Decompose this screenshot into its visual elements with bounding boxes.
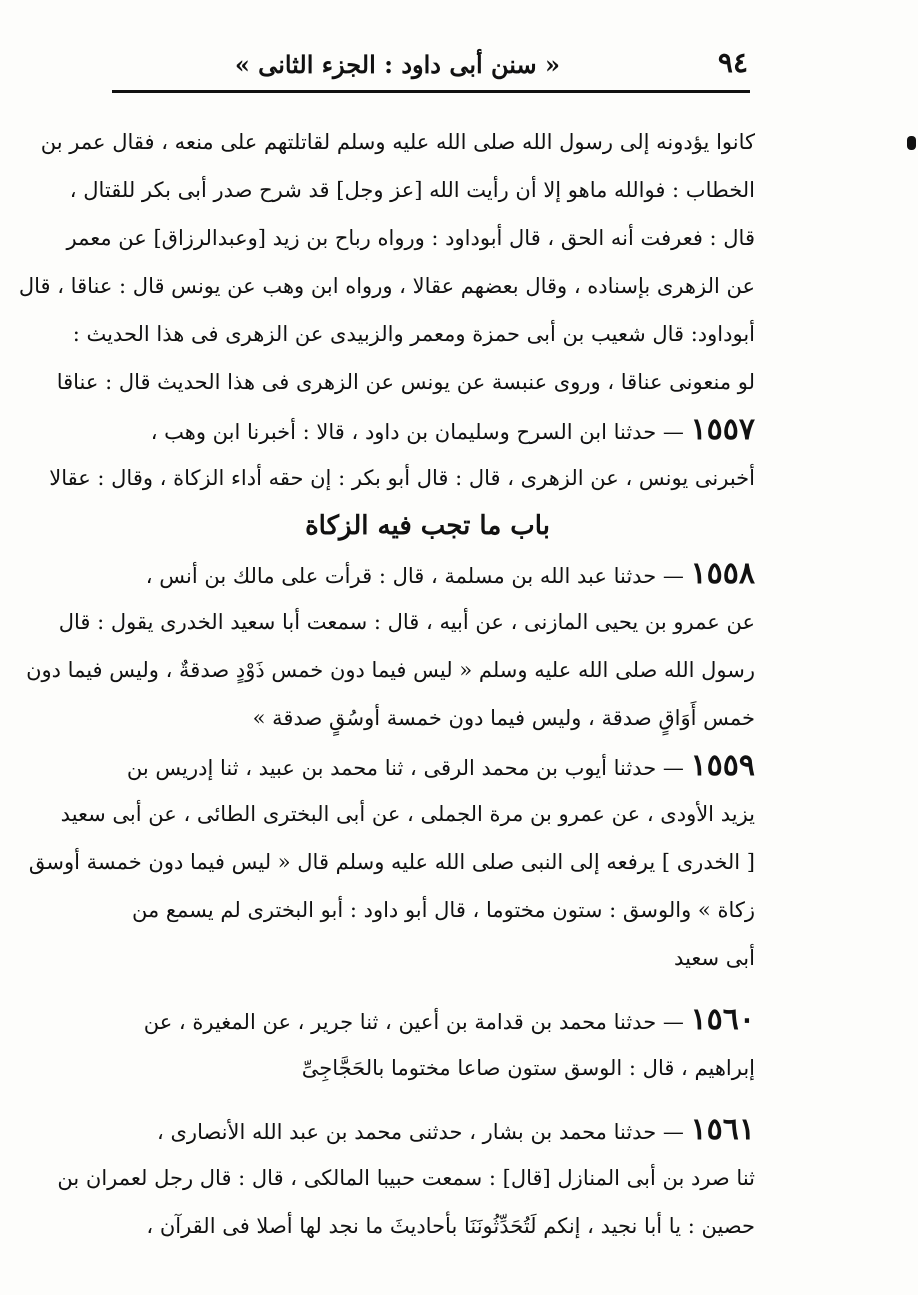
text-line: — حدثنا أيوب بن محمد الرقى ، ثنا محمد بن عبيد ، ثنا إدريس بن xyxy=(126,756,684,780)
margin-ink-mark xyxy=(907,136,916,150)
text-line: يزيد الأودى ، عن عمرو بن مرة الجملى ، عن أبى البخترى الطائى ، عن أبى سعيد xyxy=(60,802,755,826)
text-line: أبى سعيد xyxy=(674,946,755,970)
text-line: رسول الله صلى الله عليه وسلم « ليس فيما دون خمس ذَوْدٍ صدقةٌ ، وليس فيما دون xyxy=(26,658,755,682)
hadith-number: ١٥٥٩ xyxy=(690,748,755,783)
text-line: عن الزهرى بإسناده ، وقال بعضهم عقالا ، ورواه ابن وهب عن يونس قال : عناقا ، قال xyxy=(18,274,755,298)
text-line: لو منعونى عناقا ، وروى عنبسة عن يونس عن الزهرى فى هذا الحديث قال : عناقا xyxy=(56,370,755,394)
chapter-heading: باب ما تجب فيه الزكاة xyxy=(305,511,550,541)
spacer xyxy=(100,982,755,996)
hadith-number: ١٥٥٧ xyxy=(690,412,755,447)
header-rule xyxy=(112,90,750,93)
text-line: إبراهيم ، قال : الوسق ستون صاعا مختوما بالحَجَّاجِىِّ xyxy=(301,1056,755,1080)
text-line: أخبرنى يونس ، عن الزهرى ، قال : قال أبو بكر : إن حقه أداء الزكاة ، وقال : عقالا xyxy=(49,466,755,490)
hadith-1560-line xyxy=(100,996,755,1044)
text-line: الخطاب : فوالله ماهو إلا أن رأيت الله [عز وجل] قد شرح صدر أبى بكر للقتال ، xyxy=(69,178,755,202)
text-line: قال : فعرفت أنه الحق ، قال أبوداود : ورواه رباح بن زيد [وعبدالرزاق] عن معمر xyxy=(66,226,755,250)
hadith-1561-line xyxy=(100,1106,755,1154)
text-line: خمس أَوَاقٍ صدقة ، وليس فيما دون خمسة أوسُقٍ صدقة » xyxy=(252,706,755,730)
text-line: أبوداود: قال شعيب بن أبى حمزة ومعمر والزبيدى عن الزهرى فى هذا الحديث : xyxy=(72,322,755,346)
text-line: كانوا يؤدونه إلى رسول الله صلى الله عليه وسلم لقاتلتهم على منعه ، فقال عمر بن xyxy=(40,130,755,154)
text-line: حصين : يا أبا نجيد ، إنكم لَتُحَدِّثُونَنَا بأحاديثَ ما نجد لها أصلا فى القرآن ، xyxy=(146,1214,755,1238)
hadith-number: ١٥٥٨ xyxy=(690,556,755,591)
text-line: عن عمرو بن يحيى المازنى ، عن أبيه ، قال : سمعت أبا سعيد الخدرى يقول : قال xyxy=(58,610,755,634)
text-line: زكاة » والوسق : ستون مختوما ، قال أبو داود : أبو البخترى لم يسمع من xyxy=(131,898,755,922)
page-number: ٩٤ xyxy=(717,46,748,79)
hadith-1557-line xyxy=(100,406,755,454)
text-line: — حدثنا عبد الله بن مسلمة ، قال : قرأت على مالك بن أنس ، xyxy=(145,564,684,588)
text-line: — حدثنا محمد بن بشار ، حدثنى محمد بن عبد الله الأنصارى ، xyxy=(157,1120,684,1144)
hadith-number: ١٥٦١ xyxy=(690,1112,755,1147)
hadith-1558-line xyxy=(100,550,755,598)
page-header xyxy=(112,44,750,84)
text-line: [ الخدرى ] يرفعه إلى النبى صلى الله عليه وسلم قال « ليس فيما دون خمسة أوسق xyxy=(28,850,755,874)
running-title: « سنن أبى داود : الجزء الثانى » xyxy=(234,50,560,79)
spacer xyxy=(100,1092,755,1106)
text-line: — حدثنا ابن السرح وسليمان بن داود ، قالا : أخبرنا ابن وهب ، xyxy=(150,420,684,444)
text-line: — حدثنا محمد بن قدامة بن أعين ، ثنا جرير ، عن المغيرة ، عن xyxy=(143,1010,684,1034)
text-line: ثنا صرد بن أبى المنازل [قال] : سمعت حبيبا المالكى ، قال : قال رجل لعمران بن xyxy=(57,1166,755,1190)
hadith-number: ١٥٦٠ xyxy=(690,1002,755,1037)
hadith-1559-line xyxy=(100,742,755,790)
body-text xyxy=(18,118,755,1250)
